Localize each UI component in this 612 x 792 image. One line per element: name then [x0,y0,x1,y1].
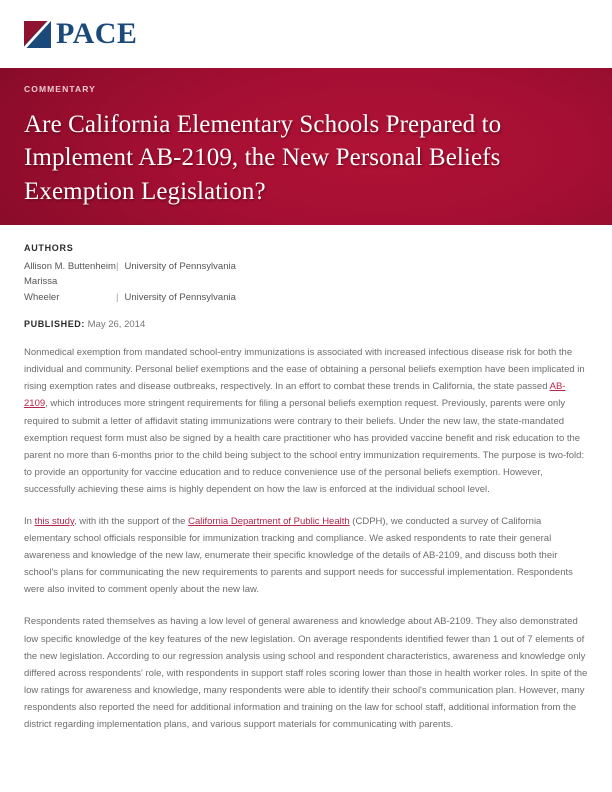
published-date: May 26, 2014 [87,319,146,331]
author-separator: | [116,261,119,272]
site-header [0,0,612,68]
published-label: PUBLISHED: [24,319,86,330]
article-paragraph: In this study, with ith the support of the California Department of Public Health (CDPH), we conducted a survey of California elementary school officials responsible for immunization tracking and compliance. We asked respondents to rate their general awareness and knowledge of the new law, enumerate their specific knowledge of the details of AB-2109, and discuss both their school's plans for communicating the new requirements to parents and support needs for successful implementation. Respondents were also invited to comment openly about the new law. [24,515,573,596]
inline-link[interactable]: AB-2109 [24,381,566,410]
author-separator: | [116,291,119,303]
page-title: Are California Elementary Schools Prepared to Implement AB-2109, the New Personal Beliefs Exemption Legislation? [24,111,502,205]
inline-link[interactable]: California Department of Public Health [188,515,350,527]
author-entry [24,259,588,274]
author-separator [116,274,122,289]
author-entry [24,274,588,289]
author-entry [24,290,588,305]
article-banner [0,68,612,225]
author-name: Marissa [24,276,58,288]
article-paragraph: Respondents rated themselves as having a low level of general awareness and knowledge about AB-2109. They also demonstrated low specific knowledge of the key features of the new legislation. On average respondents identified fewer than 1 out of 7 elements of the new legislation. According to our regression analysis using school and respondent characteristics, awareness and knowledge only differed across respondents' role, with respondents in support staff roles scoring lower than those in health worker roles. In spite of the low ratings for awareness and knowledge, many respondents were able to identify their school's communication plan. However, many respondents also reported the need for additional information and training on the law for school staff, additional information from the district regarding implementation plans, and various support materials for communicating with parents. [24,616,588,730]
author-name: Allison M. Buttenheim [24,261,116,272]
content-type-label: COMMENTARY [24,84,96,94]
article-body [0,330,612,733]
pace-logo[interactable] [24,16,138,50]
pace-logo-mark-icon [24,21,51,48]
inline-link[interactable]: this study [34,515,74,527]
author-affiliation: University of Pennsylvania [124,261,236,272]
author-affiliation: University of Pennsylvania [124,291,236,303]
author-name: Wheeler [24,291,60,303]
article-paragraph: Nonmedical exemption from mandated school-entry immunizations is associated with increased infectious disease risk for both the individual and community. Personal belief exemptions and the ease of obtaining a personal beliefs exemption have been implicated in rising exemption rates and disease outbreaks, respectively. In an effort to combat these trends in California, the state passed AB-2109, which introduces more stringent requirements for filing a personal beliefs exemption request. Previously, parents were only required to submit a letter of affidavit stating immunizations were contrary to their beliefs. Under the new law, the state-mandated exemption request form must also be signed by a health care practitioner who has provided vaccine benefit and risk education to the parent no more than 6-months prior to the child being subject to the school entry immunization requirements. The purpose is two-fold: to provide an opportunity for vaccine education and to reduce convenience use of the personal beliefs exemption. However, successfully achieving these aims is highly dependent on how the law is enforced at the individual school level. [24,347,585,495]
authors-label: AUTHORS [24,243,74,253]
published-line [24,319,588,330]
article-metadata [0,225,612,330]
pace-wordmark: PACE [56,16,138,50]
